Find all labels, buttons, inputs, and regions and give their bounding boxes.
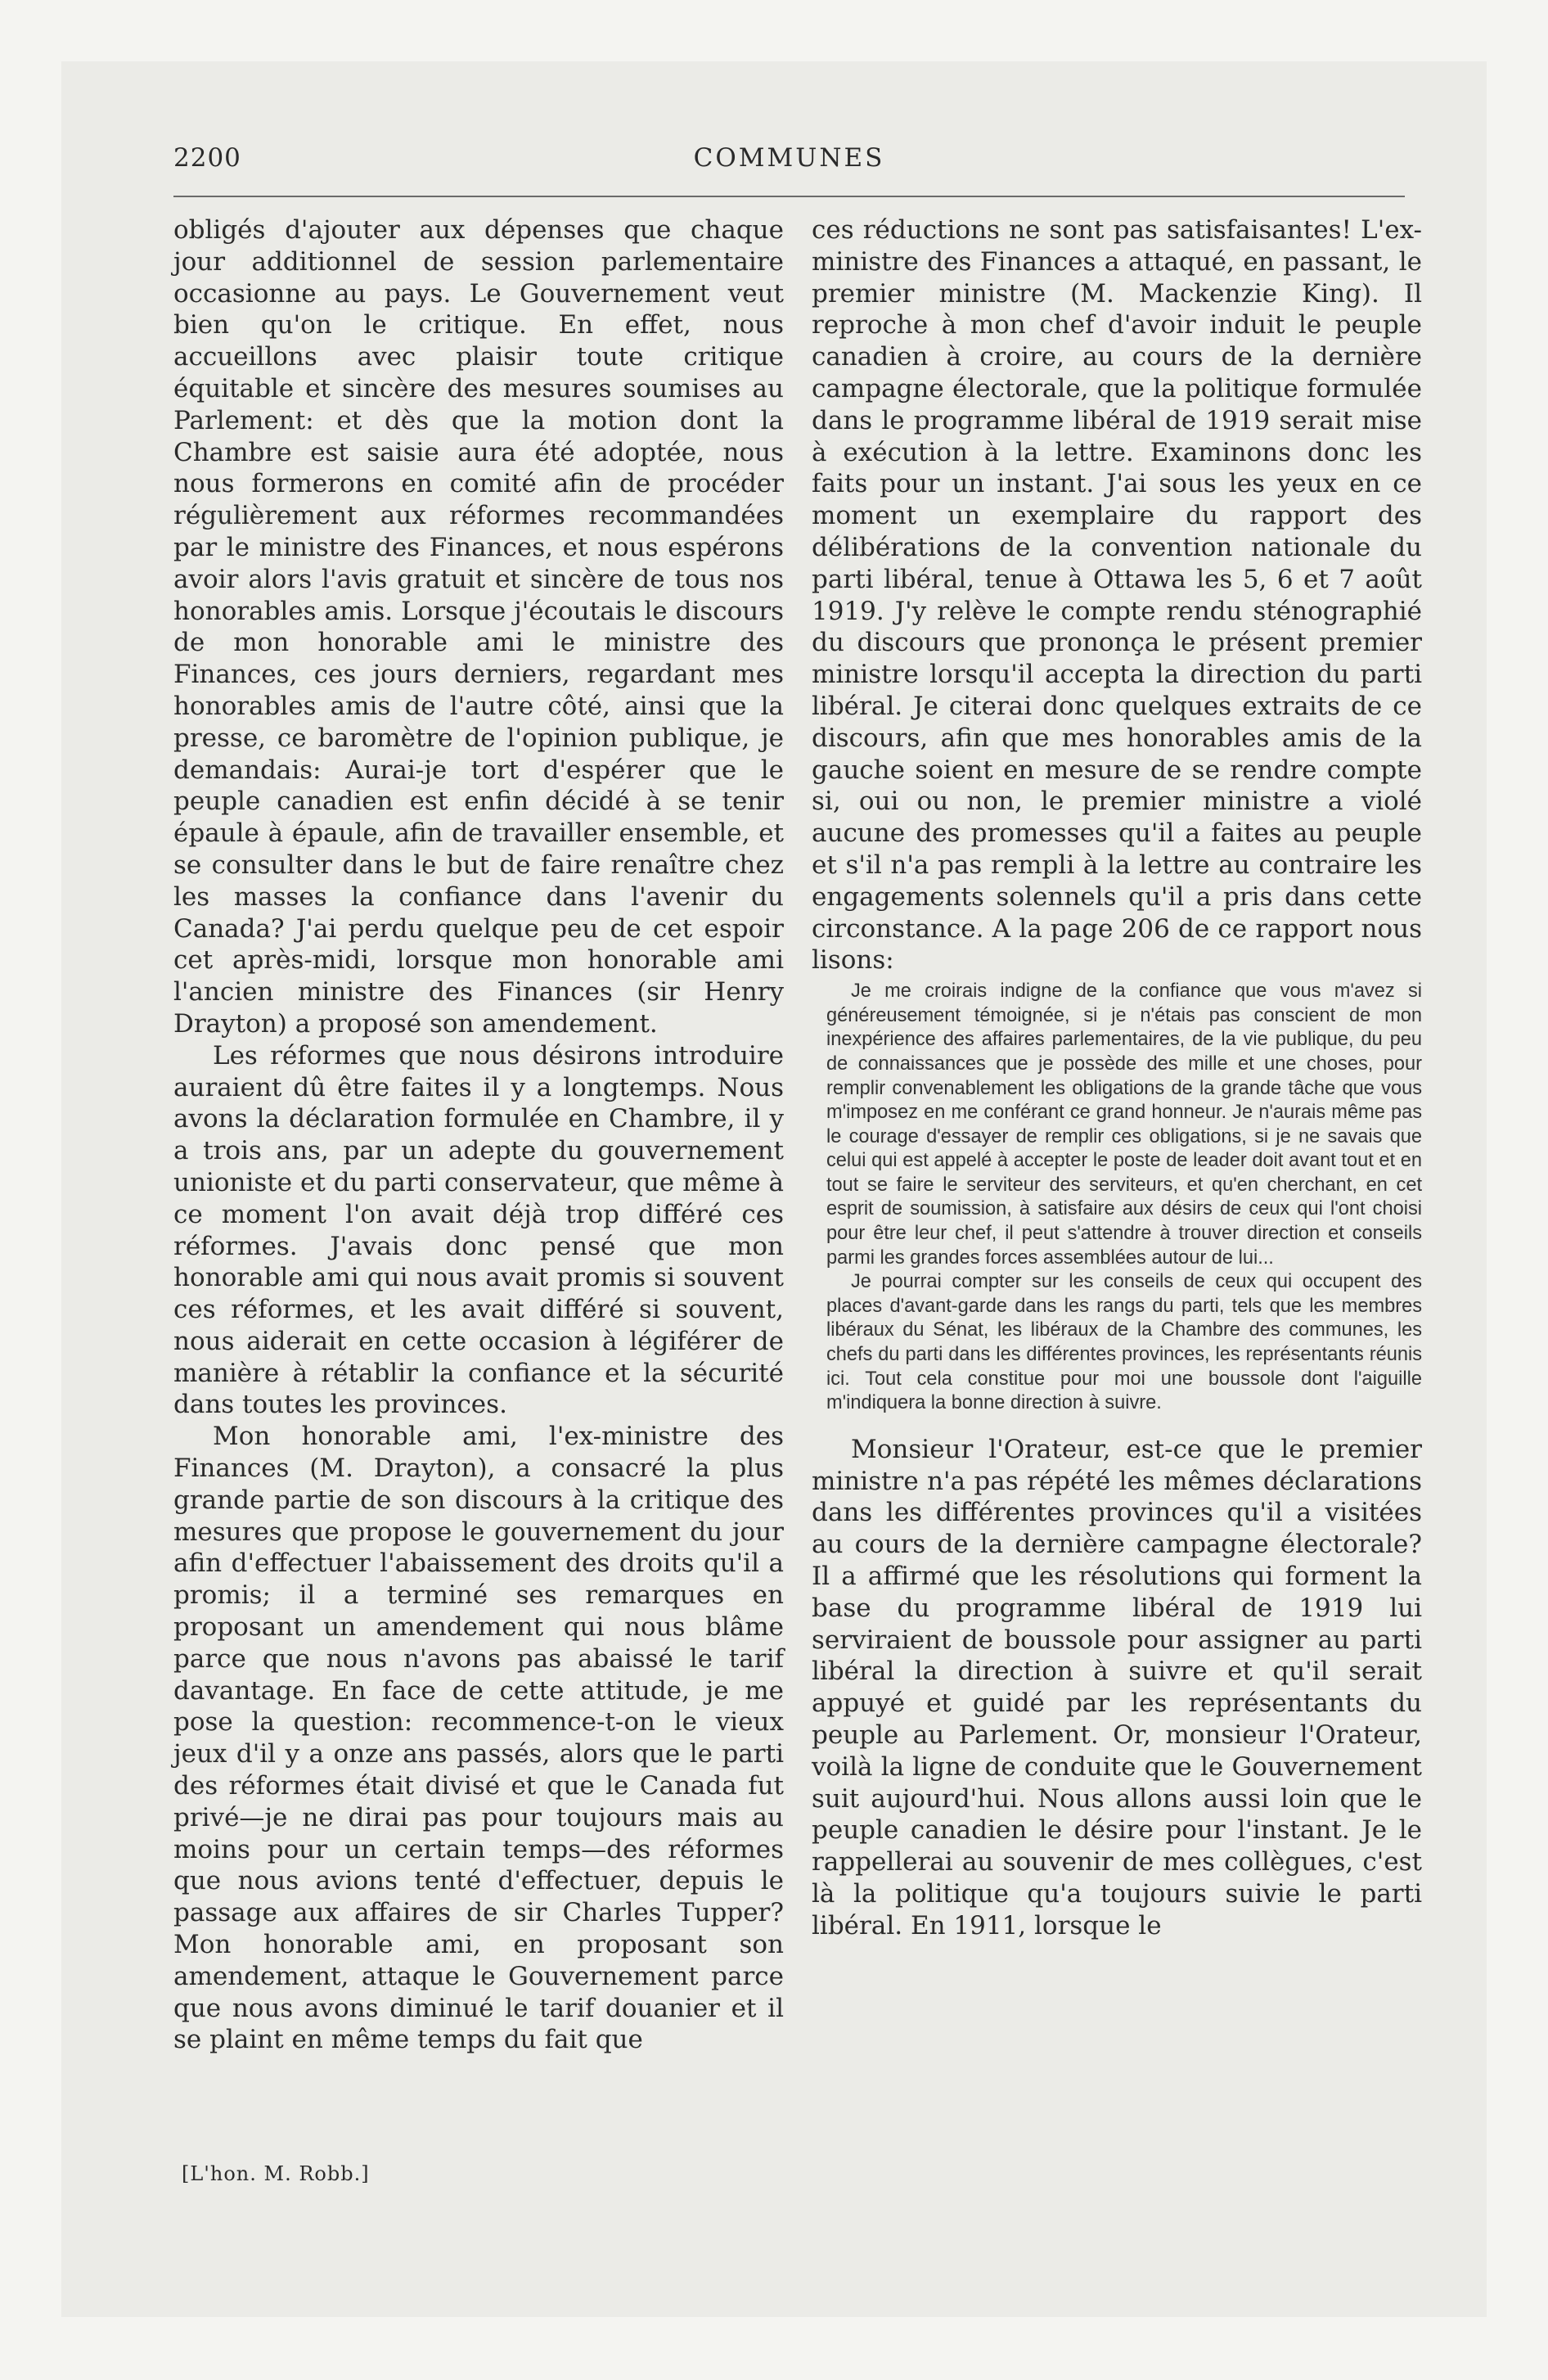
paragraph: ces réductions ne sont pas satisfaisantes! L'ex-ministre des Finances a attaqué, en passant, le premier ministre (M. Mackenzie King). Il reproche à mon chef d'avoir induit le peuple canadien à croire, au cours de la dernière campagne électorale, que la politique formulée dans le programme libéral de 1919 serait mise à exécution à la lettre. Examinons donc les faits pour un instant. J'ai sous les yeux en ce moment un exemplaire du rapport des délibérations de la convention nationale du parti libéral, tenue à Ottawa les 5, 6 et 7 août 1919. J'y relève le compte rendu sténographié du discours que prononça le présent premier ministre lorsqu'il accepta la direction du parti libéral. Je citerai donc quelques extraits de ce discours, afin que mes honorables amis de la gauche soient en mesure de se rendre compte si, oui ou non, le premier ministre a violé aucune des promesses qu'il a faites au peuple et s'il n'a pas rempli à la lettre au contraire les engagements solennels qu'il a pris dans cette circonstance. A la page 206 de ce rapport nous lisons: [812, 215, 1422, 976]
running-head: COMMUNES [693, 143, 885, 173]
paragraph: Les réformes que nous désirons introduire auraient dû être faites il y a longtemps. Nous avons la déclaration formulée en Chambre, il y a trois ans, par un adepte du gouvernement unioniste et du parti conservateur, que même à ce moment l'on avait déjà trop différé ces réformes. J'avais donc pensé que mon honorable ami qui nous avait promis si souvent ces réformes, et les avait différé si souvent, nous aiderait en cette occasion à légiférer de manière à rétablir la confiance et la sécurité dans toutes les provinces. [173, 1040, 784, 1420]
quote-paragraph: Je me croirais indigne de la confiance que vous m'avez si généreusement témoignée, si je n'étais pas conscient de mon inexpérience des affaires parlementaires, de la vie publique, du peu de connaissances que je possède des mille et une choses, pour remplir convenablement les obligations de la grande tâche que vous m'imposez en me conférant ce grand honneur. Je n'aurais même pas le courage d'essayer de remplir ces obligations, si je ne savais que celui qui est appelé à accepter le poste de leader doit avant tout et en tout se faire le serviteur des serviteurs, et qu'en cherchant, en cet esprit de soumission, à satisfaire aux désirs de ceux qui l'ont choisi pour être leur chef, il peut s'attendre à trouver direction et conseils parmi les grandes forces assemblées autour de lui... [826, 980, 1422, 1269]
paragraph: Monsieur l'Orateur, est-ce que le premier ministre n'a pas répété les mêmes déclarations dans les différentes provinces qu'il a visitées au cours de la dernière campagne électorale? Il a affirmé que les résolutions qui forment la base du programme libéral de 1919 lui serviraient de boussole pour assigner au parti libéral la direction à suivre et qu'il serait appuyé et guidé par les représentants du peuple au Parlement. Or, monsieur l'Orateur, voilà la ligne de conduite que le Gouvernement suit aujourd'hui. Nous allons aussi loin que le peuple canadien le désire pour l'instant. Je le rappellerai au souvenir de mes collègues, c'est là la politique qu'a toujours suivie le parti libéral. En 1911, lorsque le [812, 1434, 1422, 1941]
page-header [173, 143, 1405, 176]
right-column [812, 214, 1422, 1942]
page-number: 2200 [173, 143, 241, 173]
quote-paragraph: Je pourrai compter sur les conseils de ceux qui occupent des places d'avant-garde dans les rangs du parti, tels que les membres libéraux du Sénat, les libéraux de la Chambre des communes, les chefs du parti dans les différentes provinces, les représentants réunis ici. Tout cela constitue pour moi une boussole dont l'aiguille m'indiquera la bonne direction à suivre. [826, 1271, 1422, 1414]
header-rule [173, 196, 1405, 197]
block-quote [812, 980, 1422, 1416]
speaker-signature: [L'hon. M. Robb.] [182, 2162, 370, 2185]
left-column [173, 214, 784, 2056]
paragraph: obligés d'ajouter aux dépenses que chaque jour additionnel de session parlementaire occasionne au pays. Le Gouvernement veut bien qu'on le critique. En effet, nous accueillons avec plaisir toute critique équitable et sincère des mesures soumises au Parlement: et dès que la motion dont la Chambre est saisie aura été adoptée, nous nous formerons en comité afin de procéder régulièrement aux réformes recommandées par le ministre des Finances, et nous espérons avoir alors l'avis gratuit et sincère de tous nos honorables amis. Lorsque j'écoutais le discours de mon honorable ami le ministre des Finances, ces jours derniers, regardant mes honorables amis de l'autre côté, ainsi que la presse, ce baromètre de l'opinion publique, je demandais: Aurai-je tort d'espérer que le peuple canadien est enfin décidé à se tenir épaule à épaule, afin de travailler ensemble, et se consulter dans le but de faire renaître chez les masses la confiance dans l'avenir du Canada? J'ai perdu quelque peu de cet espoir cet après-midi, lorsque mon honorable ami l'ancien ministre des Finances (sir Henry Drayton) a proposé son amendement. [173, 215, 784, 1039]
paragraph: Mon honorable ami, l'ex-ministre des Finances (M. Drayton), a consacré la plus grande partie de son discours à la critique des mesures que propose le gouvernement du jour afin d'effectuer l'abaissement des droits qu'il a promis; il a terminé ses remarques en proposant un amendement qui nous blâme parce que nous n'avons pas abaissé le tarif davantage. En face de cette attitude, je me pose la question: recommence-t-on le vieux jeux d'il y a onze ans passés, alors que le parti des réformes était divisé et que le Canada fut privé—je ne dirai pas pour toujours mais au moins pour un certain temps—des réformes que nous avions tenté d'effectuer, depuis le passage aux affaires de sir Charles Tupper? Mon honorable ami, en proposant son amendement, attaque le Gouvernement parce que nous avons diminué le tarif douanier et il se plaint en même temps du fait que [173, 1422, 784, 2055]
